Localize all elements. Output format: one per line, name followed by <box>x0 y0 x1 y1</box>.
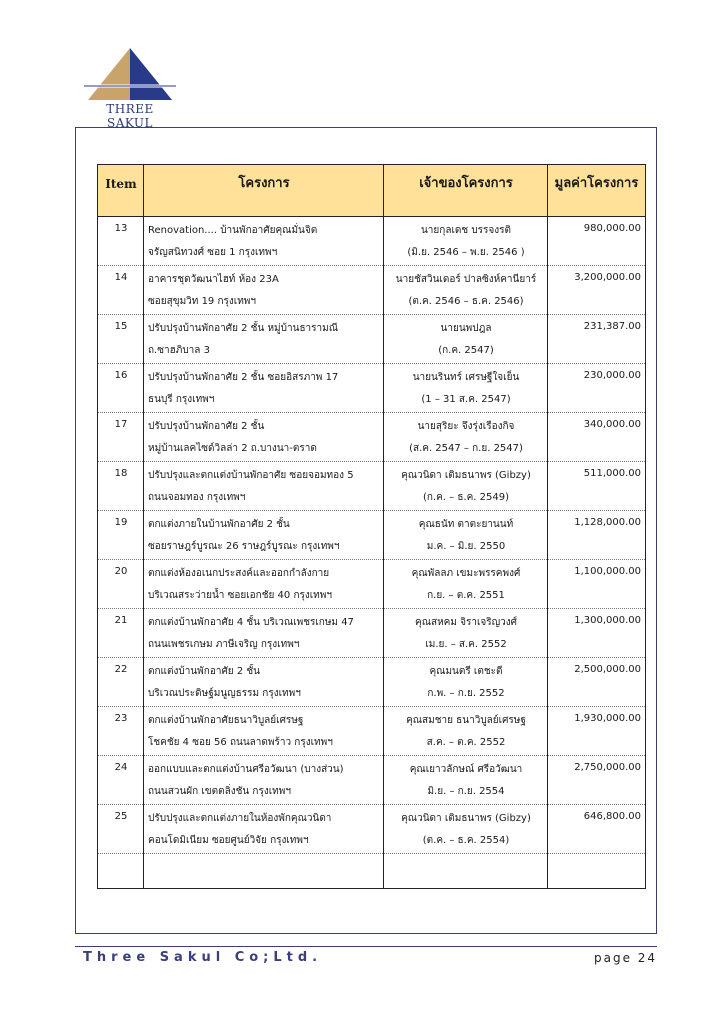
row-owner-line2: (ก.ค. – ธ.ค. 2549) <box>422 492 510 503</box>
row-value: 231,387.00 <box>583 321 641 332</box>
row-owner-line2: (1 – 31 ส.ค. 2547) <box>421 394 511 405</box>
table-row <box>98 364 645 413</box>
row-owner-line1: คุณพัลลภ เขมะพรรคพงศ์ <box>411 568 521 579</box>
row-project-line2: บริเวณสระว่ายน้ำ ซอยเอกชัย 40 กรุงเทพฯ <box>148 590 332 601</box>
row-item-number: 16 <box>114 370 128 381</box>
row-item-number: 19 <box>114 517 128 528</box>
row-project-line2: ถนนสวนผัก เขตตลิ่งชัน กรุงเทพฯ <box>148 786 291 797</box>
row-project-line1: ตกแต่งบ้านพักอาศัย 2 ชั้น <box>148 666 260 677</box>
table-row <box>98 315 645 364</box>
row-project-line1: ปรับปรุงและตกแต่งบ้านพักอาศัย ซอยจอมทอง 5 <box>148 470 354 481</box>
row-owner-line1: คุณสมชาย ธนาวิบูลย์เศรษฐ <box>406 715 526 726</box>
row-owner-line2: ก.พ. – ก.ย. 2552 <box>427 688 505 699</box>
table-header <box>98 165 645 217</box>
page-number: page 24 <box>594 951 658 965</box>
table-row <box>98 217 645 266</box>
row-owner-line1: คุณเยาวลักษณ์ ศรีอวัฒนา <box>409 764 523 775</box>
company-logo <box>84 46 176 130</box>
row-owner-line1: นายกุลเดช บรรจงรติ <box>420 225 512 236</box>
row-project-line1: ปรับปรุงบ้านพักอาศัย 2 ชั้น ซอยอิสรภาพ 17 <box>148 372 339 383</box>
row-item-number: 15 <box>114 321 128 332</box>
row-project-line1: ปรับปรุงบ้านพักอาศัย 2 ชั้น หมู่บ้านธารามณี <box>148 323 339 334</box>
row-project-line2: บริเวณประดิษฐ์มนูญธรรม กรุงเทพฯ <box>148 688 301 699</box>
row-project-line2: ถนนจอมทอง กรุงเทพฯ <box>148 492 246 503</box>
row-owner-line2: ส.ค. – ต.ค. 2552 <box>426 737 506 748</box>
table-row <box>98 511 645 560</box>
row-owner-line1: นายสุริยะ จึงรุ่งเรืองกิจ <box>417 421 515 432</box>
row-project-line1: ปรับปรุงและตกแต่งภายในห้องพักคุณวนิดา <box>148 813 332 824</box>
row-owner-line2: (ต.ค. 2546 – ธ.ค. 2546) <box>408 296 524 307</box>
row-item-number: 24 <box>114 762 128 773</box>
table-row <box>98 756 645 805</box>
header-project: โครงการ <box>238 176 290 191</box>
row-value: 1,930,000.00 <box>574 713 641 724</box>
table-row <box>98 658 645 707</box>
row-item-number: 17 <box>114 419 128 430</box>
projects-table <box>97 164 646 889</box>
table-row <box>98 854 645 902</box>
row-project-line2: ธนบุรี กรุงเทพฯ <box>148 394 215 405</box>
row-project-line2: คอนโดมิเนียม ซอยศูนย์วิจัย กรุงเทพฯ <box>148 835 309 846</box>
row-owner-line1: คุณวนิดา เติมธนาพร (Gibzy) <box>401 470 531 481</box>
table-row <box>98 560 645 609</box>
row-owner-line1: นายนรินทร์ เศรษฐีใจเย็น <box>412 372 520 383</box>
row-item-number: 22 <box>114 664 128 675</box>
row-owner-line1: คุณวนิดา เติมธนาพร (Gibzy) <box>401 813 531 824</box>
triangle-logo-icon <box>84 46 176 106</box>
row-owner-line2: ม.ค. – มิ.ย. 2550 <box>426 541 506 552</box>
row-project-line1: ปรับปรุงบ้านพักอาศัย 2 ชั้น <box>148 421 265 432</box>
row-owner-line2: (ส.ค. 2547 – ก.ย. 2547) <box>409 443 523 454</box>
row-value: 1,300,000.00 <box>574 615 641 626</box>
row-project-line1: Renovation.... บ้านพักอาศัยคุณมั่นจิต <box>148 225 318 236</box>
table-row <box>98 266 645 315</box>
row-item-number: 13 <box>114 223 128 234</box>
row-value: 230,000.00 <box>583 370 641 381</box>
company-name: Three Sakul Co;Ltd. <box>83 950 323 965</box>
row-owner-line2: มิ.ย. – ก.ย. 2554 <box>427 786 505 797</box>
row-project-line2: ถนนเพชรเกษม ภาษีเจริญ กรุงเทพฯ <box>148 639 300 650</box>
header-owner: เจ้าของโครงการ <box>419 176 513 191</box>
row-value: 340,000.00 <box>583 419 641 430</box>
row-value: 1,100,000.00 <box>574 566 641 577</box>
row-item-number: 25 <box>114 811 128 822</box>
footer-divider <box>75 946 657 947</box>
row-value: 980,000.00 <box>583 223 641 234</box>
row-value: 2,500,000.00 <box>574 664 641 675</box>
row-item-number: 14 <box>114 272 128 283</box>
row-owner-line1: นายชัสวินเดอร์ ปาลซิงห์คานียาร์ <box>395 274 537 285</box>
row-project-line1: ออกแบบและตกแต่งบ้านศรีอวัฒนา (บางส่วน) <box>148 764 344 775</box>
table-row <box>98 805 645 854</box>
row-owner-line1: คุณธนัท ตาตะยานนท์ <box>418 519 514 530</box>
table-row <box>98 707 645 756</box>
row-value: 646,800.00 <box>583 811 641 822</box>
row-project-line2: ซอยสุขุมวิท 19 กรุงเทพฯ <box>148 296 256 307</box>
row-owner-line2: (ต.ค. – ธ.ค. 2554) <box>422 835 510 846</box>
header-item: Item <box>105 177 137 191</box>
row-project-line1: ตกแต่งห้องอเนกประสงค์และออกกำลังกาย <box>148 568 330 579</box>
row-owner-line2: (มิ.ย. 2546 – พ.ย. 2546 ) <box>407 247 525 258</box>
row-project-line2: โชคชัย 4 ซอย 56 ถนนลาดพร้าว กรุงเทพฯ <box>148 737 333 748</box>
row-value: 2,750,000.00 <box>574 762 641 773</box>
row-owner-line1: คุณสหคม จิราเจริญวงศ์ <box>415 617 517 628</box>
row-project-line2: หมู่บ้านเลคไซด์วิลล่า 2 ถ.บางนา-ตราด <box>148 443 317 454</box>
row-item-number: 18 <box>114 468 128 479</box>
table-body <box>98 217 645 902</box>
table-row <box>98 609 645 658</box>
logo-text: THREE SAKUL <box>106 102 154 130</box>
row-project-line1: ตกแต่งบ้านพักอาศัย 4 ชั้น บริเวณเพชรเกษม 47 <box>148 617 354 628</box>
row-project-line2: ถ.ซาฮภิบาล 3 <box>148 345 210 356</box>
row-project-line1: ตกแต่งบ้านพักอาศัยธนาวิบูลย์เศรษฐ <box>148 715 304 726</box>
row-project-line1: อาคารชุดวัฒนาไฮท์ ห้อง 23A <box>148 274 279 285</box>
row-item-number: 23 <box>114 713 128 724</box>
row-item-number: 21 <box>114 615 128 626</box>
row-owner-line1: คุณมนตรี เตชะตี <box>429 666 503 677</box>
row-value: 1,128,000.00 <box>574 517 641 528</box>
row-project-line2: ซอยราษฎร์บูรณะ 26 ราษฎร์บูรณะ กรุงเทพฯ <box>148 541 340 552</box>
row-owner-line2: (ก.ค. 2547) <box>438 345 494 356</box>
row-project-line1: ตกแต่งภายในบ้านพักอาศัย 2 ชั้น <box>148 519 290 530</box>
row-owner-line2: ก.ย. – ต.ค. 2551 <box>427 590 505 601</box>
row-value: 511,000.00 <box>583 468 641 479</box>
row-project-line2: จรัญสนิทวงศ์ ซอย 1 กรุงเทพฯ <box>148 247 278 258</box>
row-value: 3,200,000.00 <box>574 272 641 283</box>
table-row <box>98 413 645 462</box>
row-item-number: 20 <box>114 566 128 577</box>
row-owner-line2: เม.ย. – ส.ค. 2552 <box>425 639 507 650</box>
table-row <box>98 462 645 511</box>
header-value: มูลค่าโครงการ <box>554 176 639 191</box>
row-owner-line1: นายนพปฎล <box>440 323 492 334</box>
